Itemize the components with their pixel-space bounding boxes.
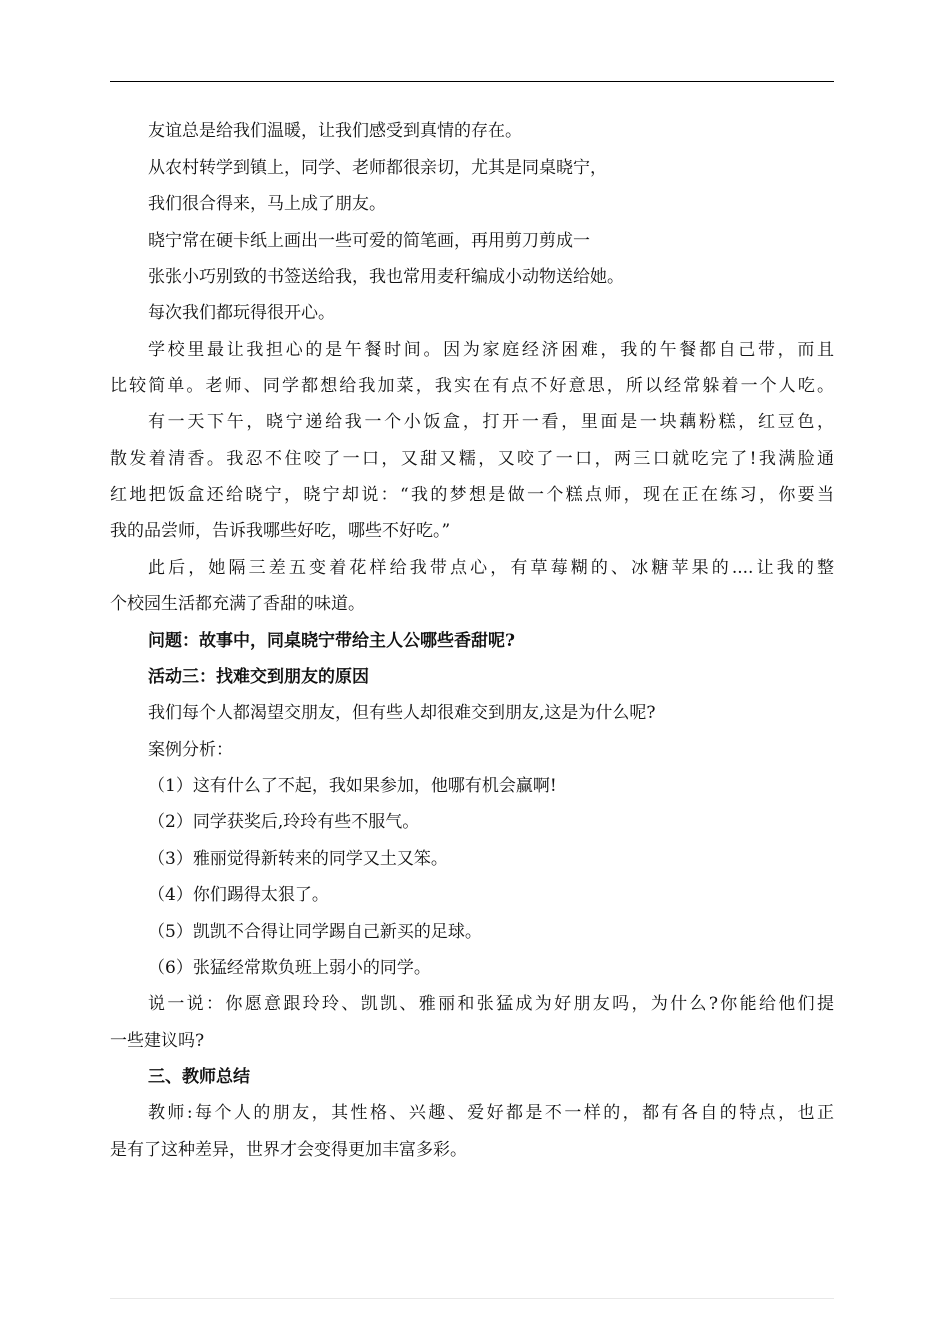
case-item: （1）这有什么了不起，我如果参加，他哪有机会赢啊! [148,776,557,796]
paragraph-line: 我的品尝师，告诉我哪些好吃，哪些不好吃。” [110,521,451,541]
case-item: （4）你们踢得太狠了。 [148,885,329,905]
case-item: （3）雅丽觉得新转来的同学又土又笨。 [148,849,448,869]
paragraph-line: 有一天下午，晓宁递给我一个小饭盒，打开一看，里面是一块藕粉糕，红豆色， [148,412,834,432]
paragraph-line: 学校里最让我担心的是午餐时间。因为家庭经济困难，我的午餐都自己带，而且 [148,340,834,360]
paragraph-line: 散发着清香。我忍不住咬了一口，又甜又糯，又咬了一口，两三口就吃完了!我满脸通 [110,449,834,469]
case-label: 案例分析： [148,740,233,760]
case-item: （5）凯凯不合得让同学踢自己新买的足球。 [148,922,482,942]
case-item: （2）同学获奖后,玲玲有些不服气。 [148,812,420,832]
paragraph-line: 每次我们都玩得很开心。 [148,303,335,323]
summary-line: 教师:每个人的朋友，其性格、兴趣、爱好都是不一样的，都有各自的特点，也正 [148,1103,834,1123]
activity-heading: 活动三：找难交到朋友的原因 [148,667,369,687]
discussion-line: 说一说：你愿意跟玲玲、凯凯、雅丽和张猛成为好朋友吗，为什么?你能给他们提 [148,994,834,1014]
paragraph-line: 晓宁常在硬卡纸上画出一些可爱的简笔画，再用剪刀剪成一 [148,231,590,251]
header-rule [110,81,834,82]
summary-heading: 三、教师总结 [148,1067,250,1087]
paragraph-line: 我们很合得来，马上成了朋友。 [148,194,386,214]
discussion-line: 一些建议吗? [110,1031,205,1051]
question-text: 问题：故事中，同桌晓宁带给主人公哪些香甜呢? [148,631,515,651]
footer-rule [110,1298,834,1299]
summary-line: 是有了这种差异，世界才会变得更加丰富多彩。 [110,1140,467,1160]
paragraph-line: 友谊总是给我们温暖，让我们感受到真情的存在。 [148,121,522,141]
paragraph-line: 个校园生活都充满了香甜的味道。 [110,594,365,614]
activity-intro: 我们每个人都渴望交朋友，但有些人却很难交到朋友,这是为什么呢? [148,703,656,723]
paragraph-line: 从农村转学到镇上，同学、老师都很亲切，尤其是同桌晓宁， [148,158,607,178]
paragraph-line: 此后，她隔三差五变着花样给我带点心，有草莓糊的、冰糖苹果的....让我的整 [148,558,834,578]
paragraph-line: 比较简单。老师、同学都想给我加菜，我实在有点不好意思，所以经常躲着一个人吃。 [110,376,834,396]
case-item: （6）张猛经常欺负班上弱小的同学。 [148,958,431,978]
paragraph-line: 张张小巧别致的书签送给我，我也常用麦秆编成小动物送给她。 [148,267,624,287]
paragraph-line: 红地把饭盒还给晓宁，晓宁却说：“我的梦想是做一个糕点师，现在正在练习，你要当 [110,485,834,505]
